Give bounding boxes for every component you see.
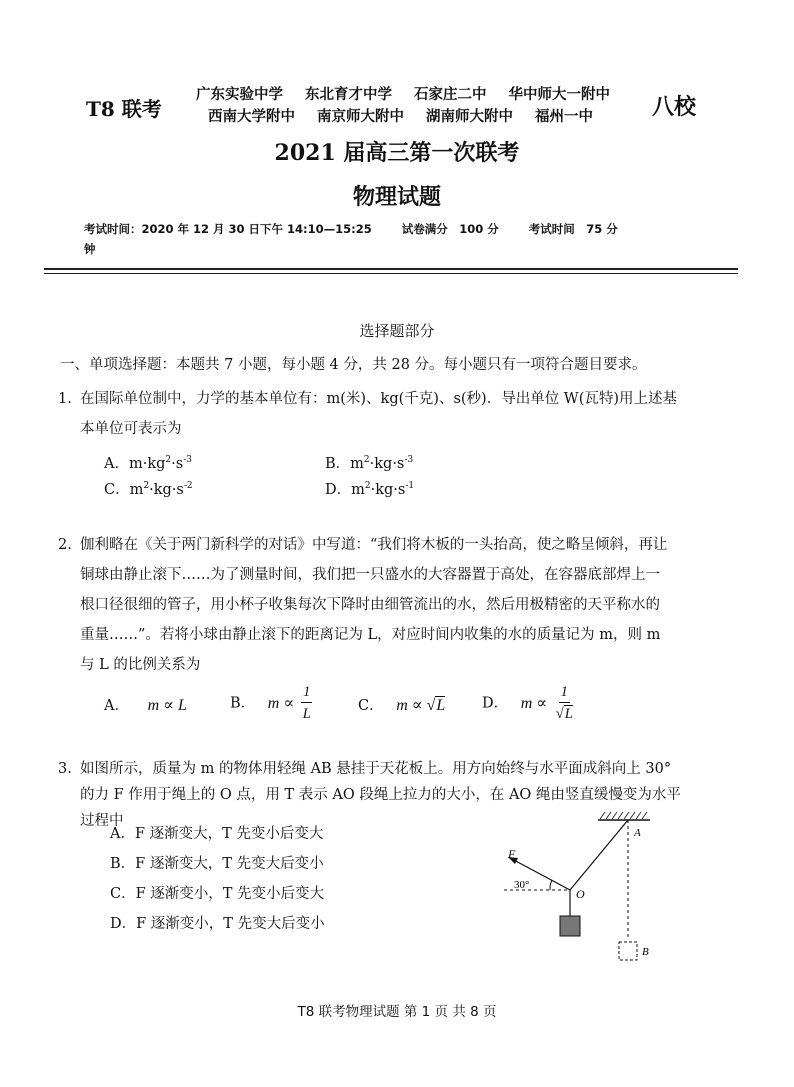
pendulum-force-diagram [490, 808, 670, 968]
question-text: 如图所示，质量为 m 的物体用轻绳 AB 悬挂于天花板上。用方向始终与水平面成斜向上 30° [80, 761, 672, 777]
question-text: 与 L 的比例关系为 [80, 657, 201, 673]
school-row-1 [196, 84, 636, 106]
label-f: F [508, 847, 516, 861]
option-d[interactable]: D．$m^2\cdot kg\cdot s^{-1}$ [325, 481, 415, 498]
mass-block [560, 916, 580, 936]
school-name: 东北育才中学 [305, 86, 392, 103]
school-name: 广东实验中学 [196, 86, 283, 103]
option-a[interactable]: A．F 逐渐变大，T 先变小后变大 [110, 826, 324, 842]
school-name: 石家庄二中 [414, 86, 487, 103]
option-d[interactable]: D．F 逐渐变小，T 先变大后变小 [110, 916, 325, 932]
exam-info [84, 219, 654, 259]
school-name: 南京师大附中 [317, 108, 404, 125]
header-divider-thin [44, 273, 738, 274]
question-text: 本单位可表示为 [80, 421, 182, 437]
label-a: A [634, 827, 641, 839]
position-b-box [619, 942, 637, 960]
section-title: 选择题部分 [359, 322, 435, 340]
rope-ao [570, 820, 628, 890]
school-name: 华中师大一附中 [508, 86, 610, 103]
exam-time: 考试时间：2020 年 12 月 30 日下午 14:10—15:25 [84, 222, 372, 236]
school-name: 西南大学附中 [208, 108, 295, 125]
question-text: 重量……”。若将小球由静止滚下的距离记为 L，对应时间内收集的水的质量记为 m，则 m [80, 627, 661, 643]
option-d[interactable]: D． m ∝ $\frac{1}{√L}$ [482, 682, 577, 725]
fraction: $\frac{1}{L}$ [302, 684, 311, 722]
school-name: 福州一中 [535, 108, 593, 125]
question-text: 伽利略在《关于两门新科学的对话》中写道：“我们将木板的一头抬高，使之略呈倾斜，再让 [80, 537, 668, 553]
section-instruction: 一、单项选择题：本题共 7 小题，每小题 4 分，共 28 分。每小题只有一项符合题目要求。 [60, 357, 647, 373]
option-a[interactable]: A．$m\cdot kg^2\cdot s^{-3}$ [104, 455, 192, 472]
question-text: 过程中 [80, 813, 124, 829]
exam-brand: T8 联考 [86, 97, 162, 121]
option-c[interactable]: C． m ∝ √L [358, 697, 446, 714]
option-c[interactable]: C．F 逐渐变小，T 先变小后变大 [110, 886, 325, 902]
option-b[interactable]: B．$m^2\cdot kg\cdot s^{-3}$ [325, 455, 414, 472]
question-number: 3. [58, 761, 72, 777]
school-list [196, 84, 636, 128]
question-number: 2. [58, 537, 72, 553]
label-o: O [576, 887, 585, 901]
option-b[interactable]: B． m ∝ $\frac{1}{L}$ [230, 682, 315, 725]
exam-title: 2021 届高三第一次联考 [274, 140, 520, 166]
school-row-2 [196, 106, 636, 128]
eight-schools-label: 八校 [652, 94, 697, 120]
school-name: 湖南师大附中 [426, 108, 513, 125]
question-2 [58, 530, 732, 680]
ceiling-hatching [600, 812, 647, 819]
option-c[interactable]: C．$m^2\cdot kg\cdot s^{-2}$ [104, 481, 193, 498]
subject-title: 物理试题 [352, 184, 441, 210]
label-angle: 30° [514, 879, 530, 891]
option-b[interactable]: B．F 逐渐变大，T 先变大后变小 [110, 856, 324, 872]
question-number: 1. [58, 391, 72, 407]
question-text: 根口径很细的管子，用小杯子收集每次下降时由细管流出的水，然后用极精密的天平称水的 [80, 597, 660, 613]
fraction: $\frac{1}{√L}$ [555, 684, 573, 722]
option-a[interactable]: A． m ∝ L [104, 697, 187, 714]
label-b: B [642, 946, 649, 958]
full-score: 试卷满分 100 分 [401, 222, 499, 236]
question-text: 铜球由静止滚下……为了测量时间，我们把一只盛水的大容器置于高处，在容器底部焊上一 [80, 567, 660, 583]
duration-wrap: 钟 [84, 242, 96, 256]
duration: 考试时间 75 分 [528, 222, 618, 236]
question-1 [58, 384, 732, 444]
question-text: 在国际单位制中，力学的基本单位有：m(米)、kg(千克)、s(秒)．导出单位 W(瓦特)用上述基 [80, 391, 678, 407]
angle-arc [550, 880, 552, 890]
page-footer: T8 联考物理试题 第 1 页 共 8 页 [297, 1004, 497, 1020]
header-divider [44, 268, 738, 270]
question-text: 的力 F 作用于绳上的 O 点，用 T 表示 AO 段绳上拉力的大小，在 AO 绳由竖直缓慢变为水平 [80, 787, 681, 803]
